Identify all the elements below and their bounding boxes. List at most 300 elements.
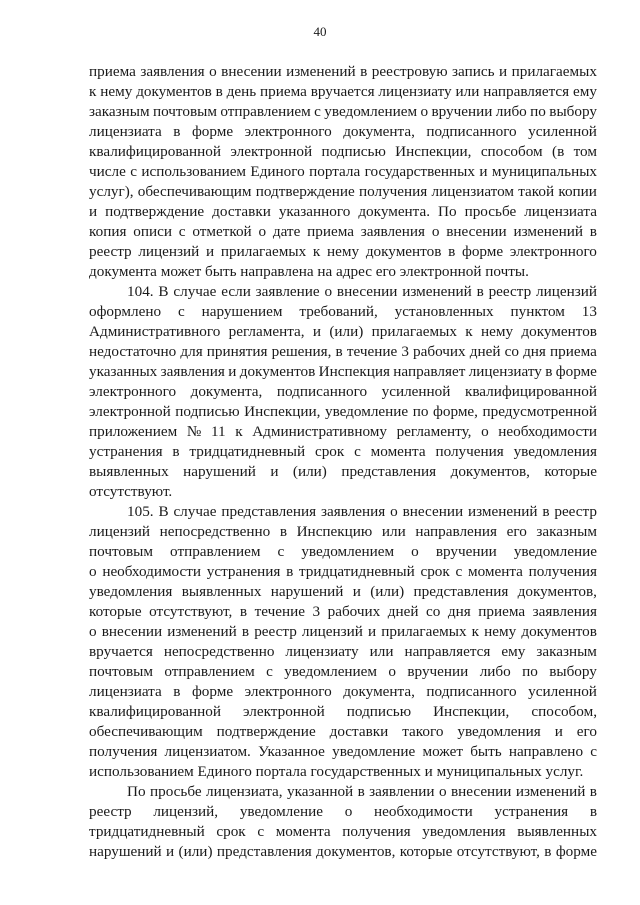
word: документов,: [316, 843, 396, 860]
word: подписанного: [426, 683, 517, 700]
word: либо: [495, 103, 527, 120]
text-line: [89, 222, 597, 242]
word: обеспечивающим: [89, 723, 203, 740]
word: с: [277, 543, 285, 560]
word: отправлением: [220, 103, 311, 120]
word: о: [411, 543, 419, 560]
word: выявленных: [517, 823, 597, 840]
word: устранения: [206, 563, 281, 580]
word: электронного: [89, 383, 177, 400]
word: тридцатидневный: [189, 443, 306, 460]
word: направлено: [508, 743, 584, 760]
word: внесении: [446, 223, 507, 240]
word: вручении: [431, 103, 493, 120]
word: внесении: [221, 63, 282, 80]
word: в: [448, 243, 456, 260]
word: нему: [484, 623, 517, 640]
text-line: [89, 582, 597, 602]
word: вручается: [89, 643, 153, 660]
word: регламенту,: [396, 423, 472, 440]
text-line: [89, 262, 597, 282]
word: получения: [89, 743, 158, 760]
word: или: [369, 643, 394, 660]
word: дня: [523, 343, 546, 360]
word: заявления: [160, 363, 225, 380]
word: и: [554, 723, 563, 740]
word: лицензиата,: [206, 783, 283, 800]
word: к: [465, 323, 473, 340]
text-line: [89, 562, 597, 582]
word: о: [388, 663, 397, 680]
word: направления: [415, 523, 498, 540]
word: почтовым: [89, 663, 153, 680]
word: в: [589, 803, 597, 820]
word: дня: [447, 603, 471, 620]
word: в: [589, 223, 597, 240]
word: и: [499, 63, 508, 80]
word: изменений: [513, 223, 583, 240]
word: В: [158, 503, 169, 520]
word: заказным: [536, 523, 597, 540]
word: решения,: [271, 343, 332, 360]
text-line: [89, 482, 597, 502]
word: рабочих: [327, 603, 381, 620]
word: в: [335, 343, 343, 360]
word: с: [257, 823, 265, 840]
word: числе: [89, 163, 126, 180]
word: в: [357, 783, 365, 800]
word: о: [390, 503, 398, 520]
word: дней: [387, 603, 419, 620]
word: 3: [401, 343, 409, 360]
text-line: [89, 842, 597, 862]
word: в: [173, 123, 181, 140]
word: (или): [292, 463, 327, 480]
word: документов,: [517, 583, 597, 600]
word: по: [530, 103, 546, 120]
word: подтверждение: [105, 203, 205, 220]
word: Указанное: [258, 743, 325, 760]
word: непосредственно: [159, 523, 271, 540]
text-line: [89, 762, 597, 782]
word: форме: [461, 243, 504, 260]
word: если: [221, 283, 251, 300]
word: документа,: [190, 383, 263, 400]
word: выявленных: [89, 463, 169, 480]
word: (или): [178, 843, 213, 860]
word: указанного: [278, 203, 351, 220]
word: уведомления: [513, 443, 597, 460]
word: подписью: [175, 403, 240, 420]
word: и: [166, 843, 175, 860]
word: подтверждение: [255, 183, 355, 200]
word: уведомления: [422, 823, 506, 840]
word: прилагаемых: [511, 63, 597, 80]
word: такого: [402, 723, 444, 740]
word: по: [522, 663, 538, 680]
word: 13: [581, 303, 597, 320]
word: с: [314, 103, 321, 120]
word: к: [312, 243, 321, 260]
text-line: [89, 102, 597, 122]
word: в: [239, 603, 248, 620]
word: и: [312, 323, 322, 340]
word: уведомления: [89, 583, 173, 600]
word: документов: [521, 623, 597, 640]
word: квалифицированной: [464, 383, 597, 400]
word: внесении: [336, 283, 398, 300]
text-line: [89, 442, 597, 462]
word: и: [206, 243, 215, 260]
word: с: [178, 223, 186, 240]
word: электронной: [230, 143, 313, 160]
word: лицензиата: [89, 123, 162, 140]
word: направляет: [393, 363, 466, 380]
word: подписью: [321, 143, 386, 160]
text-line: [89, 782, 597, 802]
text-line: [89, 382, 597, 402]
word: квалифицированной: [89, 143, 222, 160]
word: в: [542, 503, 550, 520]
word: может: [422, 743, 463, 760]
word: такой: [518, 183, 555, 200]
word: которые: [399, 843, 453, 860]
word: тридцатидневный: [89, 823, 205, 840]
word: документов,: [450, 463, 530, 480]
word: реестр: [554, 503, 597, 520]
text-line: [89, 822, 597, 842]
word: выбору: [549, 663, 597, 680]
word: указанных: [89, 363, 158, 380]
word: отсутствуют,: [456, 843, 540, 860]
word: (или): [329, 323, 364, 340]
text-line: [89, 642, 597, 662]
text-line: [89, 462, 597, 482]
word: 104.: [127, 283, 154, 300]
word: форме,: [433, 403, 478, 420]
word: форме: [555, 843, 597, 860]
word: квалифицированной: [89, 703, 222, 720]
word: необходимости: [498, 423, 597, 440]
word: изменений: [167, 623, 237, 640]
word: форме: [191, 123, 234, 140]
word: срок: [420, 563, 450, 580]
word: и: [479, 163, 488, 180]
word: нарушений: [270, 583, 344, 600]
word: документов: [239, 363, 316, 380]
word: о: [324, 283, 333, 300]
word: и: [270, 463, 279, 480]
word: приложением: [89, 423, 178, 440]
word: электронной: [89, 403, 171, 420]
word: По: [127, 783, 146, 800]
word: Единого: [250, 163, 305, 180]
word: приема: [550, 343, 597, 360]
word: уведомление: [324, 403, 409, 420]
word: услуг),: [89, 183, 134, 200]
text-line: [89, 182, 597, 202]
document-body: [89, 62, 597, 862]
word: том: [573, 143, 597, 160]
word: По: [438, 203, 457, 220]
text-line: [89, 362, 597, 382]
word: доставки: [212, 203, 271, 220]
word: обеспечивающим: [137, 183, 252, 200]
word: лицензий: [89, 523, 150, 540]
word: устранения: [494, 803, 569, 820]
word: в: [172, 443, 180, 460]
word: муниципальных: [491, 163, 597, 180]
word: со: [504, 343, 519, 360]
word: в: [286, 563, 294, 580]
word: реестр: [254, 623, 297, 640]
word: подписанного: [426, 123, 517, 140]
word: способом: [480, 143, 543, 160]
word: или: [381, 523, 406, 540]
word: получения: [528, 563, 597, 580]
word: которые: [89, 603, 142, 620]
word: либо: [479, 663, 511, 680]
word: принятия: [206, 343, 268, 360]
word: Инспекция: [318, 363, 390, 380]
text-line: [89, 602, 597, 622]
word: заявлении: [369, 783, 435, 800]
word: 11: [210, 423, 226, 440]
word: направляется: [404, 643, 491, 660]
word: прилагаемых: [381, 623, 467, 640]
word: №: [186, 423, 202, 440]
word: заявления: [532, 603, 597, 620]
word: ему: [573, 83, 597, 100]
word: недостаточно: [89, 343, 177, 360]
word: заявления: [140, 63, 205, 80]
word: и: [89, 203, 98, 220]
word: усиленной: [528, 683, 597, 700]
word: срок: [216, 823, 246, 840]
text-line: [89, 702, 597, 722]
word: усиленной: [528, 123, 597, 140]
word: о: [89, 623, 97, 640]
word: приема: [89, 63, 136, 80]
word: внесении: [402, 503, 464, 520]
text-line: [89, 802, 597, 822]
word: оформлено: [89, 303, 162, 320]
word: электронного: [244, 123, 332, 140]
word: в: [545, 363, 553, 380]
word: лицензий,: [153, 803, 219, 820]
text-line: [89, 62, 597, 82]
word: почтовым: [152, 103, 217, 120]
word: электронного: [509, 243, 597, 260]
word: регламента,: [228, 323, 305, 340]
word: способом,: [531, 703, 597, 720]
word: устранения: [89, 443, 163, 460]
word: его: [506, 523, 527, 540]
word: день: [226, 83, 257, 100]
word: тридцатидневный: [298, 563, 415, 580]
word: лицензий: [301, 623, 363, 640]
word: документа,: [343, 683, 415, 700]
word: случае: [173, 503, 217, 520]
text-line: [89, 542, 597, 562]
word: нему: [100, 83, 133, 100]
word: копии: [558, 183, 597, 200]
word: описи: [133, 223, 172, 240]
text-line: [89, 682, 597, 702]
word: получения: [435, 443, 504, 460]
word: (в: [552, 143, 565, 160]
text-line: [89, 422, 597, 442]
word: вручении: [435, 543, 497, 560]
word: дате: [272, 223, 301, 240]
word: отправлением: [164, 663, 255, 680]
word: приема: [478, 603, 526, 620]
word: представления: [216, 843, 312, 860]
word: приема: [307, 223, 354, 240]
word: в: [360, 63, 368, 80]
text-line: [89, 202, 597, 222]
word: случае: [173, 283, 217, 300]
word: документов: [521, 323, 597, 340]
word: 3: [312, 603, 321, 620]
word: электронной: [243, 703, 325, 720]
word: заявления: [321, 503, 386, 520]
word: и: [228, 363, 237, 380]
word: непосредственно: [163, 643, 275, 660]
word: реестр: [89, 243, 132, 260]
word: или: [455, 83, 480, 100]
word: получения: [342, 823, 411, 840]
word: представления: [341, 463, 437, 480]
word: запись: [452, 63, 495, 80]
word: о: [481, 423, 489, 440]
word: в: [241, 623, 250, 640]
text-line: [89, 662, 597, 682]
word: необходимости: [374, 803, 473, 820]
word: форме: [555, 363, 597, 380]
text-line: [89, 722, 597, 742]
text-line: [89, 402, 597, 422]
word: с: [130, 163, 137, 180]
word: к: [471, 623, 480, 640]
word: форме: [191, 683, 234, 700]
word: в: [215, 83, 223, 100]
text-line: [89, 742, 597, 762]
word: Инспекции,: [395, 143, 472, 160]
word: в: [279, 523, 287, 540]
word: заявления: [360, 223, 426, 240]
word: ему: [501, 643, 526, 660]
word: предусмотренной: [482, 403, 597, 420]
word: электронного: [244, 683, 332, 700]
text-line-content: отсутствуют.: [89, 483, 173, 500]
word: использованием: [141, 163, 247, 180]
word: рабочих: [413, 343, 466, 360]
word: документов: [136, 83, 212, 100]
word: необходимости: [102, 563, 202, 580]
text-line: [89, 502, 597, 522]
word: по: [412, 403, 429, 420]
word: со: [426, 603, 441, 620]
word: нарушений: [183, 463, 256, 480]
word: момента: [467, 563, 523, 580]
word: уведомлением: [301, 543, 395, 560]
word: и: [352, 583, 361, 600]
word: о: [209, 63, 217, 80]
word: с: [266, 663, 273, 680]
text-line: [89, 302, 597, 322]
word: направляется: [483, 83, 570, 100]
word: в: [544, 843, 552, 860]
word: подписанного: [276, 383, 368, 400]
word: с: [455, 563, 463, 580]
word: подписью: [346, 703, 412, 720]
word: отметкой: [192, 223, 252, 240]
word: уведомления: [457, 723, 541, 740]
word: его: [576, 723, 597, 740]
word: уведомление: [513, 543, 597, 560]
word: уведомление: [332, 743, 416, 760]
word: течение: [254, 603, 305, 620]
text-line: [89, 162, 597, 182]
word: представления: [221, 503, 317, 520]
word: внесении: [450, 783, 512, 800]
word: нему: [327, 243, 360, 260]
word: лицензий: [536, 283, 597, 300]
word: внесении: [101, 623, 163, 640]
word: усиленной: [381, 383, 451, 400]
word: лицензиату: [468, 363, 542, 380]
word: Инспекции,: [433, 703, 510, 720]
word: течение: [346, 343, 398, 360]
word: нарушением: [201, 303, 283, 320]
word: просьбе: [149, 783, 202, 800]
word: лицензиата: [89, 683, 162, 700]
word: срок: [314, 443, 345, 460]
word: к: [89, 83, 97, 100]
word: требований,: [299, 303, 378, 320]
word: для: [180, 343, 203, 360]
word: выявленных: [181, 583, 262, 600]
word: уведомление: [239, 803, 324, 820]
word: документа,: [343, 123, 415, 140]
word: заказным: [536, 643, 597, 660]
word: о: [431, 223, 440, 240]
word: которые: [544, 463, 597, 480]
word: лицензиату: [378, 83, 452, 100]
text-line: [89, 342, 597, 362]
word: почтовым: [89, 543, 153, 560]
word: быть: [470, 743, 502, 760]
word: копия: [89, 223, 127, 240]
word: и: [368, 623, 377, 640]
word: нему: [481, 323, 514, 340]
text-line-content: документа может быть направлена на адрес его электронной почты.: [89, 263, 529, 280]
word: заказным: [89, 103, 150, 120]
text-line: [89, 522, 597, 542]
word: изменений: [286, 63, 356, 80]
word: заявление: [255, 283, 320, 300]
word: 105.: [127, 503, 154, 520]
word: в: [589, 783, 597, 800]
word: в: [173, 683, 181, 700]
word: отсутствуют,: [149, 603, 233, 620]
page-number: 40: [313, 24, 327, 39]
text-line: [89, 282, 597, 302]
word: лицензий: [138, 243, 200, 260]
word: доставки: [329, 723, 389, 740]
word: момента: [370, 443, 426, 460]
